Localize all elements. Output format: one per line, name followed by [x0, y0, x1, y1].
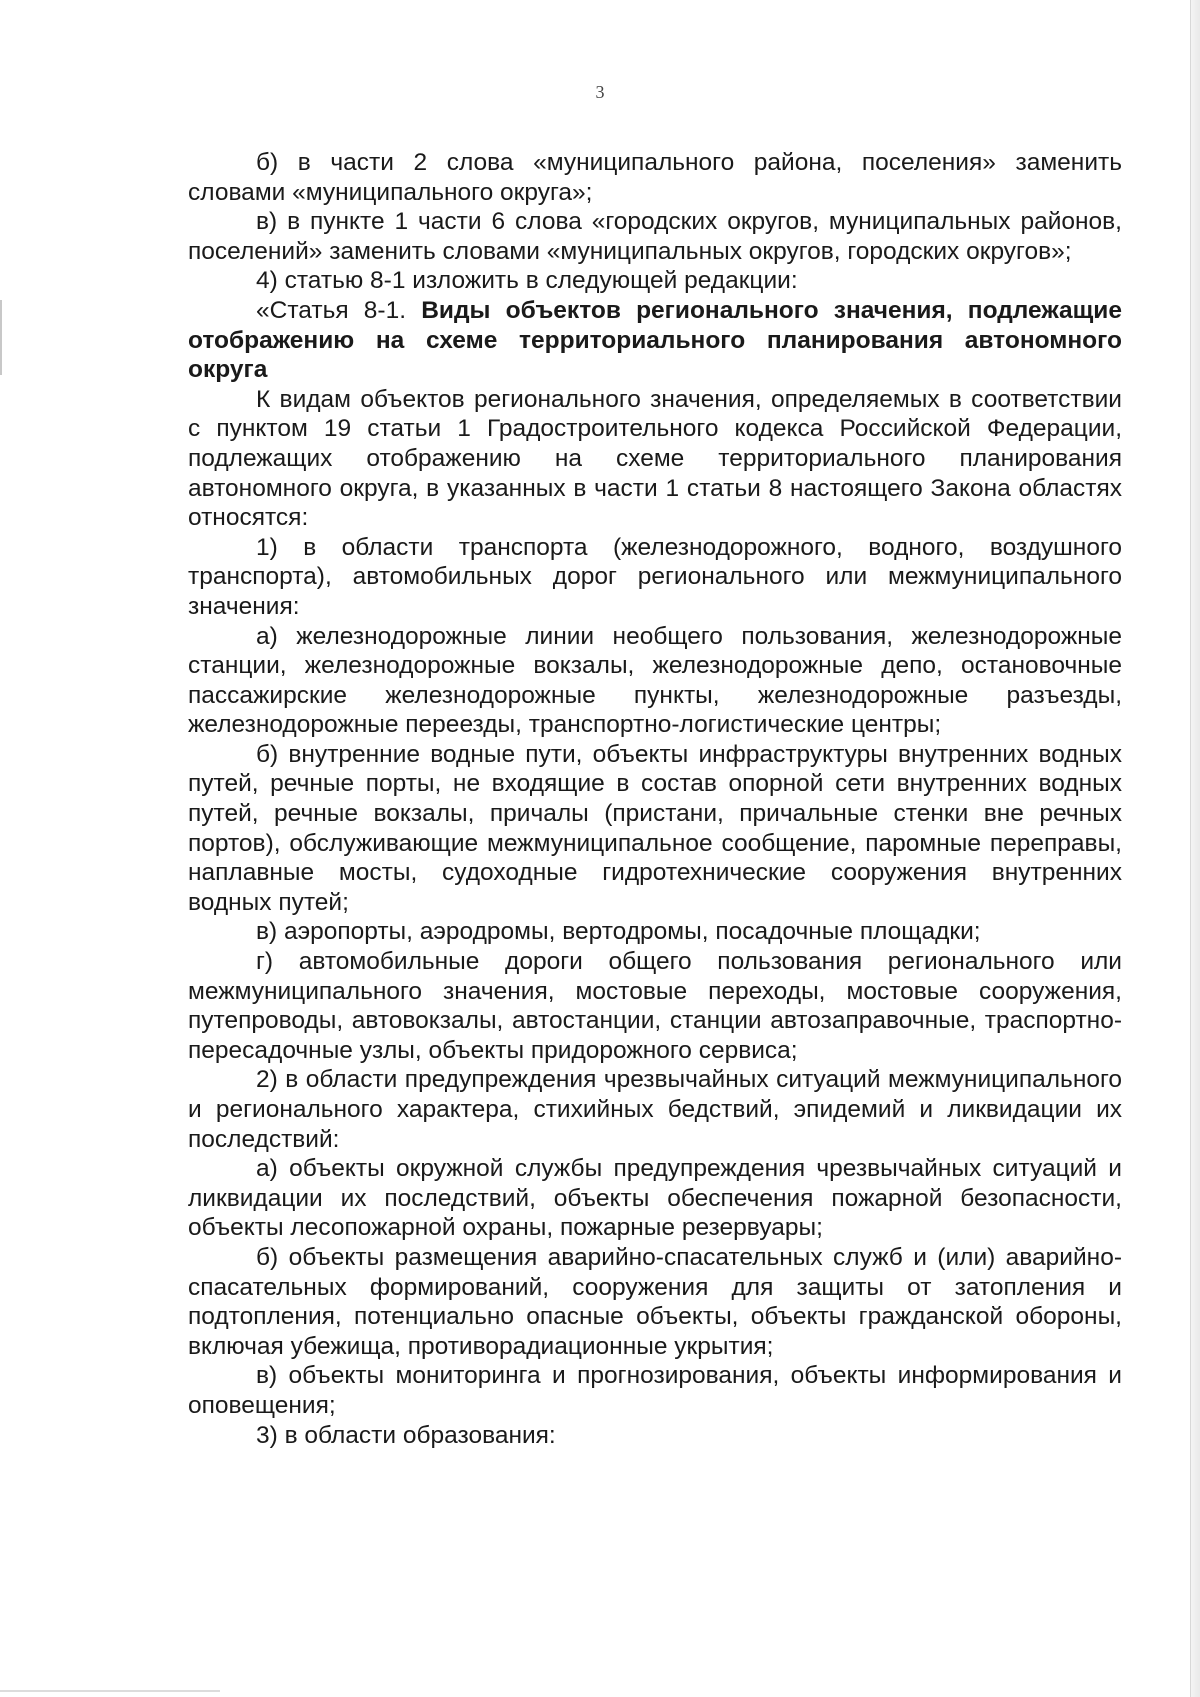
- paragraph-section-2b: б) объекты размещения аварийно-спасательных служб и (или) аварийно-спасательных формирований, сооружения для защиты от затопления и подтопления, потенциально опасные объекты, объекты гражданской обороны, включая убежища, противорадиационные укрытия;: [188, 1243, 1122, 1360]
- paragraph-amendment-b: б) в части 2 слова «муниципального района, поселения» заменить словами «муниципального округа»;: [188, 149, 1122, 206]
- scan-bottom-mark: [0, 1690, 220, 1692]
- article-number: «Статья 8-1.: [256, 296, 407, 324]
- document-body: [188, 148, 1122, 1450]
- paragraph-section-1b: б) внутренние водные пути, объекты инфраструктуры внутренних водных путей, речные порты, не входящие в состав опорной сети внутренних водных путей, речные вокзалы, причалы (пристани, причальные стенки вне речных портов), обслуживающие межмуниципальное сообщение, паромные переправы, наплавные мосты, судоходные гидротехнические сооружения внутренних водных путей;: [188, 740, 1122, 916]
- paragraph-section-2: 2) в области предупреждения чрезвычайных ситуаций межмуниципального и регионального характера, стихийных бедствий, эпидемий и ликвидации их последствий:: [188, 1066, 1122, 1153]
- article-title: Виды объектов регионального значения, подлежащие отображению на схеме территориального планирования автономного округа: [188, 296, 1122, 384]
- paragraph-section-1: 1) в области транспорта (железнодорожного, водного, воздушного транспорта), автомобильных дорог регионального или межмуниципального значения:: [188, 533, 1122, 620]
- scan-page-edge: [1190, 0, 1200, 1697]
- paragraph-item-4: 4) статью 8-1 изложить в следующей редакции:: [256, 267, 798, 295]
- paragraph-section-2v: в) объекты мониторинга и прогнозирования, объекты информирования и оповещения;: [188, 1362, 1122, 1419]
- page-number: 3: [595, 82, 605, 102]
- paragraph-amendment-v: в) в пункте 1 части 6 слова «городских округов, муниципальных районов, поселений» заменить словами «муниципальных округов, городских округов»;: [188, 208, 1122, 265]
- paragraph-section-1a: а) железнодорожные линии необщего пользования, железнодорожные станции, железнодорожные вокзалы, железнодорожные депо, остановочные пассажирские железнодорожные пункты, железнодорожные разъезды, железнодорожные переезды, транспортно-логистические центры;: [188, 622, 1122, 739]
- paragraph-section-1v: в) аэропорты, аэродромы, вертодромы, посадочные площадки;: [256, 918, 981, 946]
- paragraph-section-2a: а) объекты окружной службы предупреждения чрезвычайных ситуаций и ликвидации их последствий, объекты обеспечения пожарной безопасности, объекты лесопожарной охраны, пожарные резервуары;: [188, 1155, 1122, 1242]
- article-heading: [188, 296, 1122, 385]
- paragraph-section-1g: г) автомобильные дороги общего пользования регионального или межмуниципального значения, мостовые переходы, мостовые сооружения, путепроводы, автовокзалы, автостанции, станции автозаправочные, траспортно-пересадочные узлы, объекты придорожного сервиса;: [188, 948, 1122, 1064]
- scan-margin-mark: [0, 300, 2, 375]
- paragraph-section-3: 3) в области образования:: [256, 1421, 556, 1449]
- paragraph-intro: К видам объектов регионального значения, определяемых в соответствии с пунктом 19 статьи 1 Градостроительного кодекса Российской Федерации, подлежащих отображению на схеме территориального планирования автономного округа, в указанных в части 1 статьи 8 настоящего Закона областях относятся:: [188, 385, 1122, 532]
